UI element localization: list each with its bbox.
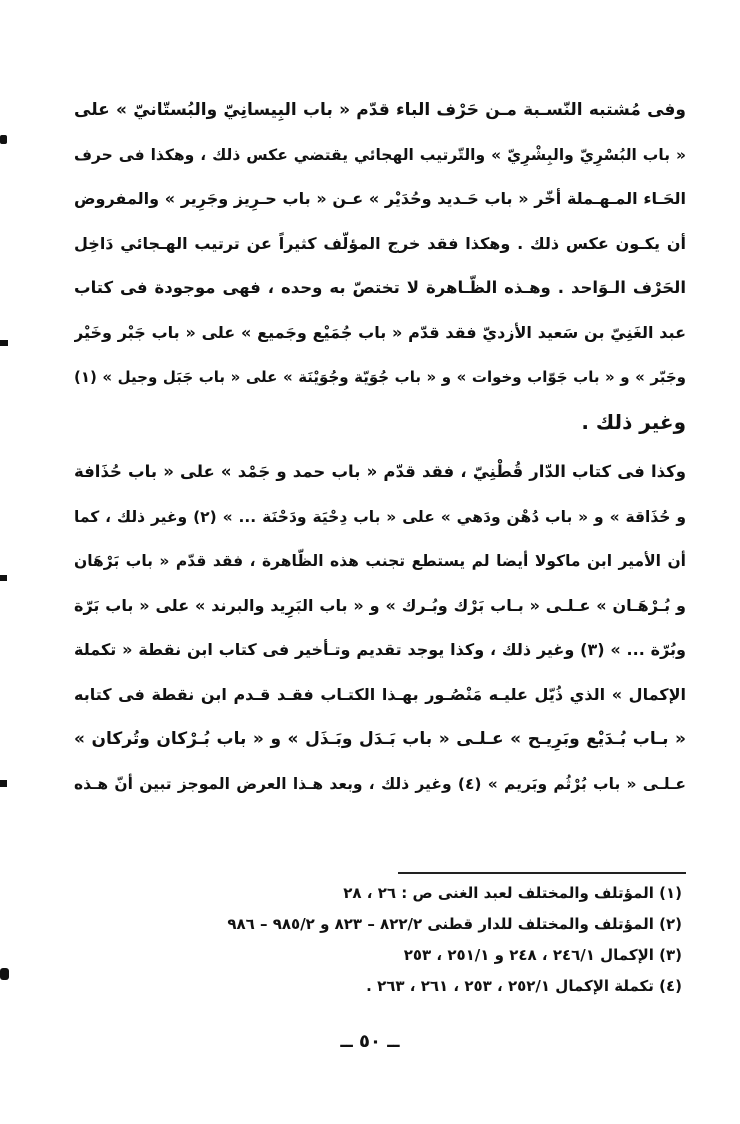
text-line: « بـاب بُـدَيْع وبَرِيـح » عـلـى « باب بَـدَل وبَـذَل » و « باب بُـرْكان وتُركان »	[74, 729, 686, 749]
main-text	[74, 88, 686, 806]
scan-speck	[0, 780, 7, 787]
text-line: عـلـى « باب بُرْثُم وبَريم » (٤) وغير ذلك ، وبعد هـذا العرض الموجز تبين أنّ هـذه	[74, 774, 686, 793]
text-line: أن الأمير ابن ماكولا أيضا لم يستطع تجنب هذه الظّاهرة ، فقد قدّم « باب بَرْهَان	[74, 552, 686, 570]
text-line: الحَـاء المـهـملة أخّر « باب حَـديد وحُدَيْر » عـن « باب حـرِيز وجَرِير » والمفروض	[74, 189, 686, 208]
text-line: عبد الغَنِيّ بن سَعيد الأزديّ فقد قدّم « باب جُمَيْع وجَميع » على « باب جَبْر وخَيْر	[74, 322, 686, 342]
scan-speck	[0, 340, 8, 346]
text-line: الحَرْف الـوَاحد . وهـذه الظّـاهرة لا تختصّ به وحده ، فهى موجودة فى كتاب	[74, 278, 686, 297]
footnote: (١) المؤتلف والمختلف لعبد الغنى ص : ٢٦ ، ٢٨	[343, 884, 682, 902]
scan-speck	[0, 135, 7, 144]
text-line: و حُذَاقة » و « باب دُهْن ودَهي » على « باب دِحْيَة ودَحْنَة ... » (٢) وغير ذلك ، كما	[74, 507, 686, 526]
footnotes	[150, 878, 682, 1002]
scan-speck	[0, 968, 9, 980]
text-line: الإكمال » الذي ذُيّل عليـه مَنْصُـور بهـذا الكتـاب فقـد قـدم ابن نقطة فى كتابه	[74, 684, 686, 704]
text-line: وكذا فى كتاب الدّار قُطْنِيّ ، فقد قدّم « باب حمد و جَمْد » على « باب حُذَافة	[74, 462, 686, 481]
text-line: وغير ذلك .	[581, 409, 686, 434]
text-line: وبُرّة ... » (٣) وغير ذلك ، وكذا يوجد تقديم وتـأخير فى كتاب ابن نقطة « تكملة	[74, 640, 686, 659]
footnote: (٣) الإكمال ٢٤٦/١ ، ٢٤٨ و ٢٥١/١ ، ٢٥٣	[403, 946, 682, 964]
text-line: و بُـرْهَـان » عـلـى « بـاب بَرْك وبُـرك » و « باب البَرِيد والبرند » على « باب بَرّة	[74, 595, 686, 615]
text-line: أن يكـون عكس ذلك . وهكذا فقد خرج المؤلّف كثيراً عن ترتيب الهـجائي دَاخِل	[74, 233, 686, 253]
scan-speck	[0, 575, 7, 581]
text-line: وجَبّر » و « باب جَوّاب وخوات » و « باب جُوَيّة وجُوَيْنَة » على « باب جَبَل وجيل » (١)	[74, 368, 686, 386]
text-line: « باب البُسْرِيّ والبِشْرِيّ » والتّرتيب الهجائي يقتضي عكس ذلك ، وهكذا فى حرف	[74, 145, 686, 164]
text-line: وفى مُشتبه النّسـبة مـن حَرْف الباء قدّم « باب البِيسانِيّ والبُستّانيّ » على	[74, 100, 686, 120]
footnote: (٢) المؤتلف والمختلف للدار قطنى ٨٢٢/٢ – ٨٢٣ و ٩٨٥/٢ – ٩٨٦	[227, 915, 682, 933]
footnote: (٤) تكملة الإكمال ٢٥٢/١ ، ٢٥٣ ، ٢٦١ ، ٢٦٣ .	[366, 977, 682, 995]
page-number: ــ ٥٠ ــ	[340, 1031, 400, 1052]
footnote-separator	[398, 872, 686, 874]
